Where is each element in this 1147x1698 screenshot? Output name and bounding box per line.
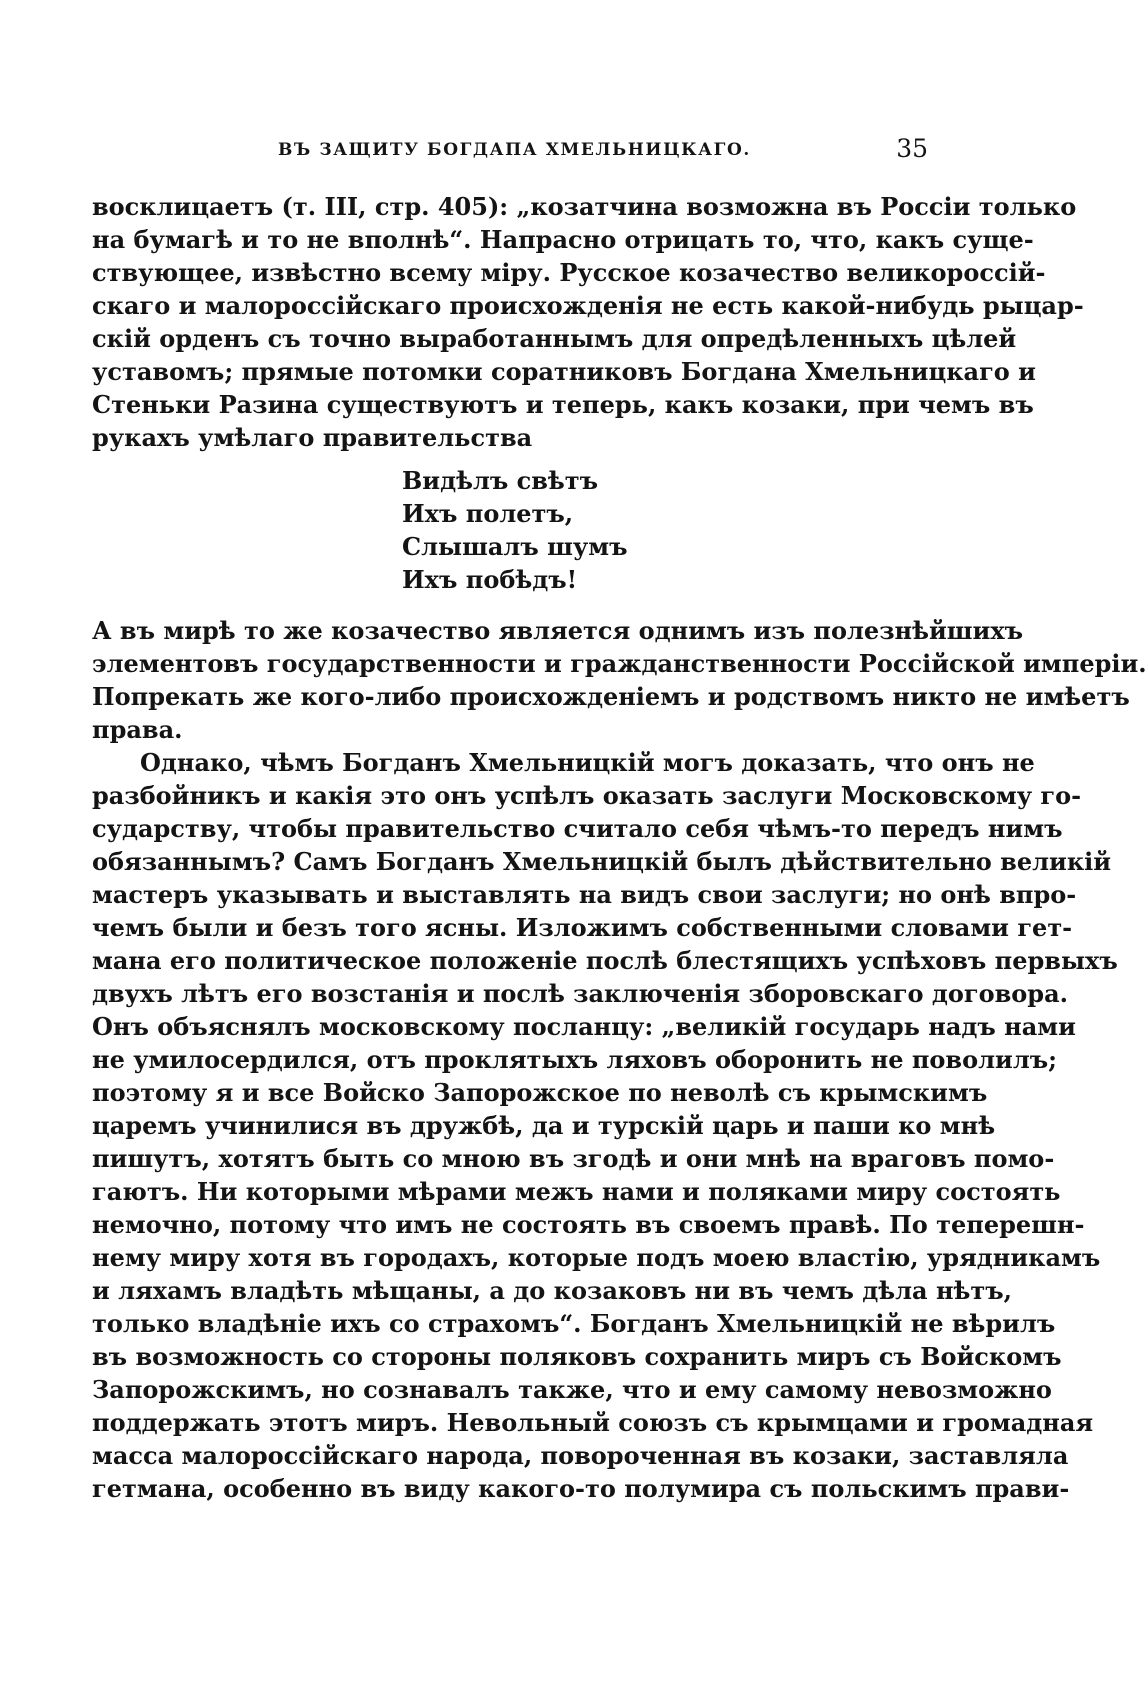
text-line: гетмана, особенно въ виду какого-то полумира съ польскимъ прави- bbox=[92, 1474, 1070, 1503]
running-title: ВЪ ЗАЩИТУ БОГДАПА ХМЕЛЬНИЦКАГО. bbox=[278, 140, 751, 160]
verse-line: Ихъ побѣдъ! bbox=[402, 565, 578, 594]
text-line: Однако, чѣмъ Богданъ Хмельницкій могъ доказать, что онъ не bbox=[140, 748, 1035, 777]
text-line: чемъ были и безъ того ясны. Изложимъ собственными словами гет- bbox=[92, 913, 1073, 942]
text-line: рукахъ умѣлаго правительства bbox=[92, 423, 533, 452]
text-line: Попрекать же кого-либо происхожденіемъ и родствомъ никто не имѣетъ bbox=[92, 682, 1130, 711]
text-line: въ возможность со стороны поляковъ сохранить миръ съ Войскомъ bbox=[92, 1342, 1062, 1371]
text-line: ствующее, извѣстно всему міру. Русское козачество великороссій- bbox=[92, 258, 1046, 287]
running-head bbox=[92, 136, 930, 176]
text-line: скій орденъ съ точно выработаннымъ для опредѣленныхъ цѣлей bbox=[92, 324, 1017, 353]
text-line: мана его политическое положеніе послѣ блестящихъ успѣховъ первыхъ bbox=[92, 946, 1118, 975]
text-line: А въ мирѣ то же козачество является однимъ изъ полезнѣйшихъ bbox=[92, 616, 1024, 645]
text-line: двухъ лѣтъ его возстанія и послѣ заключенія зборовскаго договора. bbox=[92, 979, 1068, 1008]
text-line: нему миру хотя въ городахъ, которые подъ моею властію, урядникамъ bbox=[92, 1243, 1101, 1272]
verse-line: Ихъ полетъ, bbox=[402, 499, 574, 528]
text-line: Онъ объяснялъ московскому посланцу: „великій государь надъ нами bbox=[92, 1012, 1076, 1041]
text-line: немочно, потому что имъ не состоять въ своемъ правѣ. По теперешн- bbox=[92, 1210, 1085, 1239]
text-line: скаго и малороссійскаго происхожденія не есть какой-нибудь рыцар- bbox=[92, 291, 1084, 320]
text-line: масса малороссійскаго народа, повороченная въ козаки, заставляла bbox=[92, 1441, 1069, 1470]
text-line: права. bbox=[92, 715, 183, 744]
verse-line: Слышалъ шумъ bbox=[402, 532, 628, 561]
spacer bbox=[92, 606, 930, 614]
text-line: восклицаетъ (т. III, стр. 405): „козатчина возможна въ Россіи только bbox=[92, 192, 1077, 221]
text-line: пишутъ, хотятъ быть со мною въ згодѣ и они мнѣ на враговъ помо- bbox=[92, 1144, 1055, 1173]
text-line: Стеньки Разина существуютъ и теперь, какъ козаки, при чемъ въ bbox=[92, 390, 1034, 419]
text-line: гаютъ. Ни которыми мѣрами межъ нами и поляками миру состоять bbox=[92, 1177, 1061, 1206]
text-line: и ляхамъ владѣть мѣщаны, а до козаковъ ни въ чемъ дѣла нѣтъ, bbox=[92, 1276, 1013, 1305]
text-line: не умилосердился, отъ проклятыхъ ляховъ оборонить не поволилъ; bbox=[92, 1045, 1058, 1074]
paragraph-1 bbox=[92, 190, 1084, 454]
text-line: царемъ учинилися въ дружбѣ, да и турскій царь и паши ко мнѣ bbox=[92, 1111, 996, 1140]
text-line: мастеръ указывать и выставлять на видъ свои заслуги; но онѣ впро- bbox=[92, 880, 1077, 909]
text-line: уставомъ; прямые потомки соратниковъ Богдана Хмельницкаго и bbox=[92, 357, 1036, 386]
text-line: на бумагѣ и то не вполнѣ“. Напрасно отрицать то, что, какъ суще- bbox=[92, 225, 1034, 254]
text-line: Запорожскимъ, но сознавалъ также, что и ему самому невозможно bbox=[92, 1375, 1052, 1404]
verse-line: Видѣлъ свѣтъ bbox=[402, 466, 599, 495]
paragraph-2 bbox=[92, 614, 1147, 746]
text-line: поэтому я и все Войско Запорожское по неволѣ съ крымскимъ bbox=[92, 1078, 988, 1107]
text-line: обязаннымъ? Самъ Богданъ Хмельницкій былъ дѣйствительно великій bbox=[92, 847, 1112, 876]
text-line: разбойникъ и какія это онъ успѣлъ оказать заслуги Московскому го- bbox=[92, 781, 1082, 810]
verse-quote bbox=[92, 464, 930, 596]
text-line: сударству, чтобы правительство считало себя чѣмъ-то передъ нимъ bbox=[92, 814, 1063, 843]
text-block bbox=[92, 190, 1147, 1505]
text-line: элементовъ государственности и гражданственности Россійской имперіи. bbox=[92, 649, 1147, 678]
text-line: только владѣніе ихъ со страхомъ“. Богданъ Хмельницкій не вѣрилъ bbox=[92, 1309, 1056, 1338]
page-number: 35 bbox=[896, 134, 928, 163]
text-line: поддержать этотъ миръ. Невольный союзъ съ крымцами и громадная bbox=[92, 1408, 1094, 1437]
paragraph-3 bbox=[92, 746, 1118, 1505]
